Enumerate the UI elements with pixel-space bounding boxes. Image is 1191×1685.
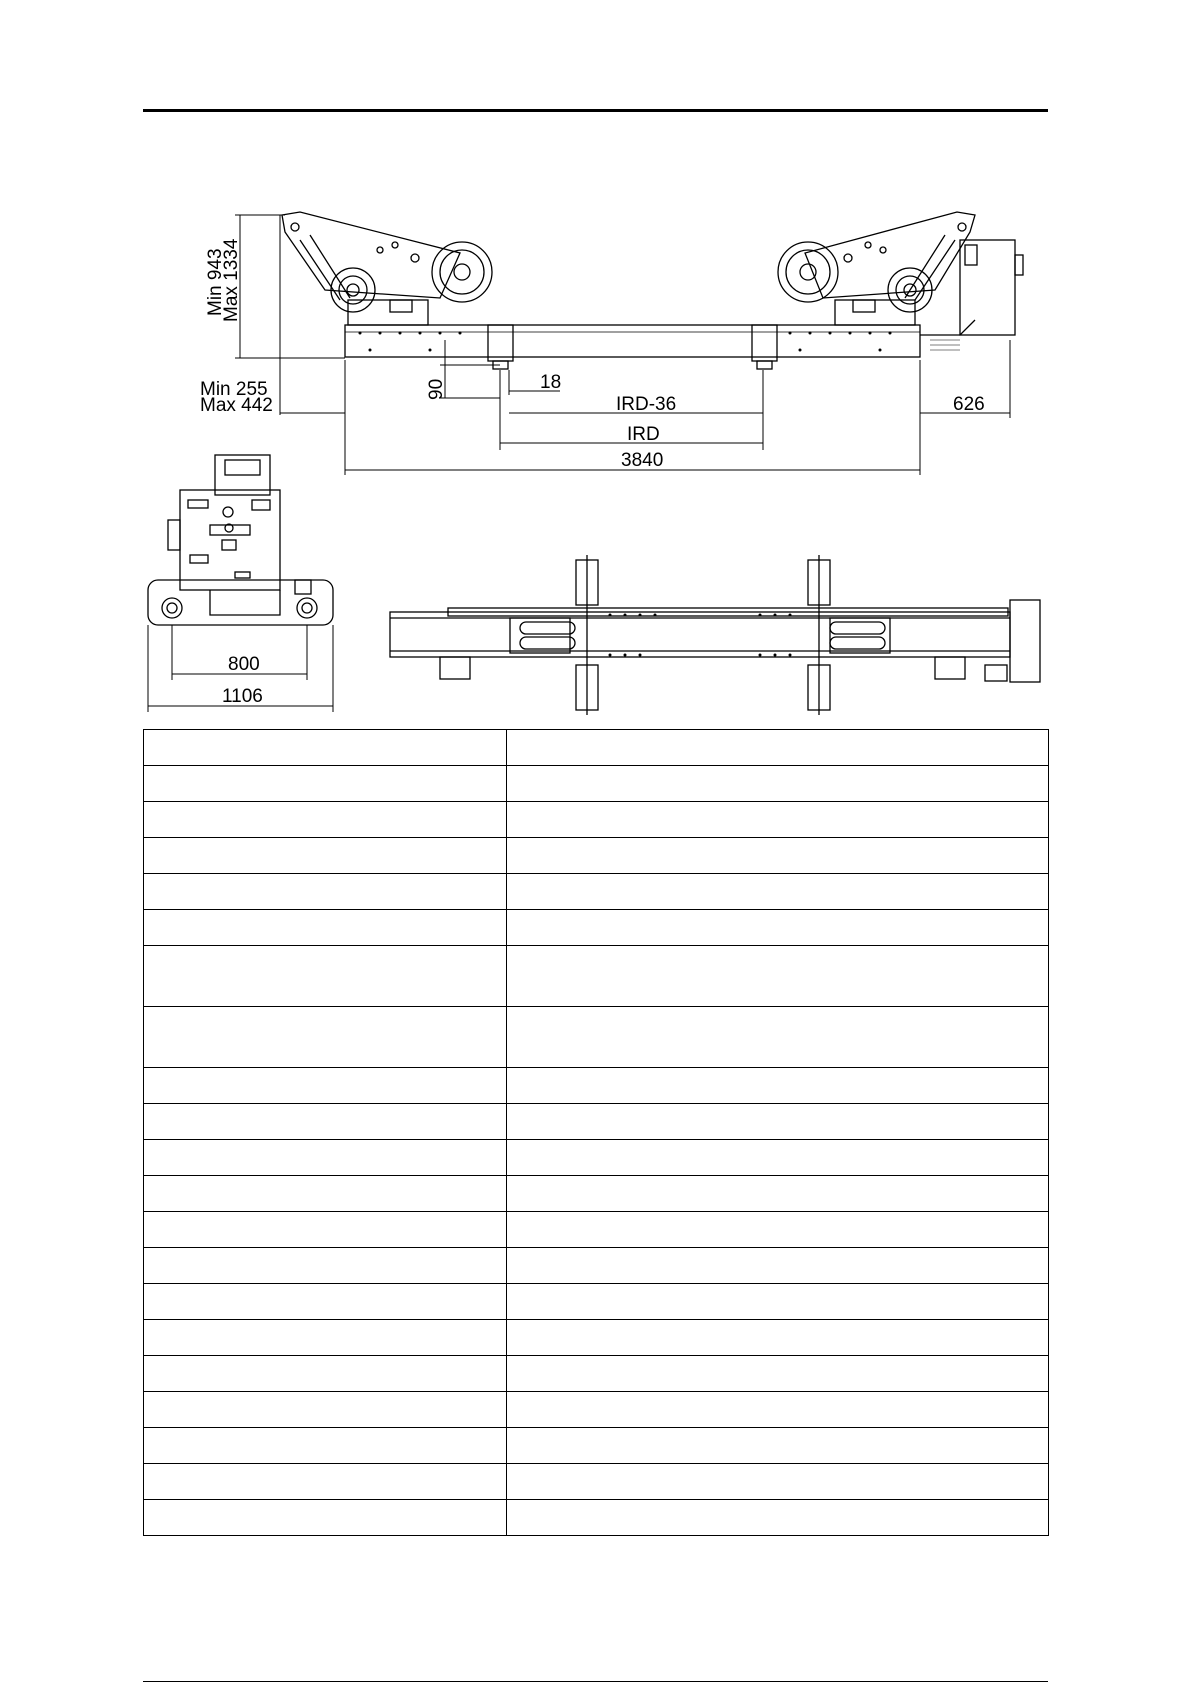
- table-row: [144, 1212, 1049, 1248]
- table-row: [144, 1356, 1049, 1392]
- table-row: [144, 1464, 1049, 1500]
- dim-ground-min: Min 255: [200, 379, 268, 400]
- table-row: [144, 1392, 1049, 1428]
- end-view: [148, 455, 333, 625]
- table-row: [144, 1007, 1049, 1068]
- control-box-top: [1010, 600, 1040, 682]
- table-cell-value: [507, 910, 1049, 946]
- table-cell-value: [507, 1500, 1049, 1536]
- table-cell-value: [507, 730, 1049, 766]
- dim-offset: 18: [540, 372, 562, 393]
- table-row: [144, 910, 1049, 946]
- table-cell-label: [144, 1248, 507, 1284]
- dim-ird: IRD: [627, 424, 660, 445]
- table-cell-label: [144, 1176, 507, 1212]
- dim-control-box: 626: [953, 394, 985, 415]
- spec-table: [143, 729, 1049, 1536]
- dim-overall-width: 1106: [222, 686, 263, 707]
- table-row: [144, 1320, 1049, 1356]
- wheel-bracket-left: [488, 325, 513, 361]
- beam-top: [390, 612, 1010, 657]
- table-cell-value: [507, 1356, 1049, 1392]
- table-row: [144, 1068, 1049, 1104]
- table-cell-value: [507, 766, 1049, 802]
- dim-height-max: Max 1334: [221, 238, 242, 322]
- table-cell-value: [507, 1320, 1049, 1356]
- table-cell-label: [144, 1007, 507, 1068]
- technical-drawing: [0, 0, 1191, 725]
- table-cell-value: [507, 1392, 1049, 1428]
- table-cell-label: [144, 1500, 507, 1536]
- table-cell-label: [144, 766, 507, 802]
- dim-ground-max: Max 442: [200, 395, 273, 416]
- table-cell-label: [144, 1284, 507, 1320]
- table-cell-value: [507, 1176, 1049, 1212]
- dim-wheel-drop: 90: [426, 378, 447, 400]
- table-cell-label: [144, 910, 507, 946]
- table-row: [144, 838, 1049, 874]
- table-row: [144, 1428, 1049, 1464]
- dim-height-min: Min 943: [205, 248, 226, 316]
- table-cell-value: [507, 1104, 1049, 1140]
- table-cell-label: [144, 1104, 507, 1140]
- table-cell-value: [507, 838, 1049, 874]
- table-cell-label: [144, 1320, 507, 1356]
- table-cell-label: [144, 1068, 507, 1104]
- side-view: [282, 212, 1023, 369]
- table-row: [144, 1248, 1049, 1284]
- table-row: [144, 802, 1049, 838]
- dim-ird-minus: IRD-36: [616, 394, 677, 415]
- table-cell-label: [144, 1212, 507, 1248]
- table-cell-value: [507, 1140, 1049, 1176]
- roller-unit-left: [282, 212, 492, 325]
- table-row: [144, 1500, 1049, 1536]
- table-cell-value: [507, 946, 1049, 1007]
- table-cell-value: [507, 802, 1049, 838]
- table-cell-value: [507, 1428, 1049, 1464]
- table-cell-value: [507, 1007, 1049, 1068]
- table-row: [144, 1176, 1049, 1212]
- wheel-bracket-right: [752, 325, 777, 361]
- table-cell-value: [507, 874, 1049, 910]
- dim-wheel-track: 800: [228, 654, 260, 675]
- table-cell-value: [507, 1248, 1049, 1284]
- footer-rule: [143, 1681, 1048, 1682]
- table-cell-label: [144, 1356, 507, 1392]
- table-row: [144, 1104, 1049, 1140]
- table-cell-label: [144, 838, 507, 874]
- table-row: [144, 874, 1049, 910]
- table-cell-value: [507, 1464, 1049, 1500]
- table-cell-value: [507, 1284, 1049, 1320]
- table-cell-label: [144, 1464, 507, 1500]
- table-cell-label: [144, 730, 507, 766]
- top-view: [390, 555, 1040, 715]
- beam-side: [345, 325, 920, 357]
- table-cell-label: [144, 1392, 507, 1428]
- table-cell-value: [507, 1068, 1049, 1104]
- table-cell-label: [144, 802, 507, 838]
- table-cell-label: [144, 1140, 507, 1176]
- table-cell-label: [144, 946, 507, 1007]
- table-cell-label: [144, 1428, 507, 1464]
- roller-unit-right: [778, 212, 1023, 350]
- control-box-side: [960, 240, 1015, 335]
- table-cell-value: [507, 1212, 1049, 1248]
- table-row: [144, 766, 1049, 802]
- table-row: [144, 1140, 1049, 1176]
- table-row: [144, 1284, 1049, 1320]
- dim-overall-length: 3840: [621, 450, 664, 471]
- side-dimension-lines: [235, 215, 1010, 475]
- table-row: [144, 946, 1049, 1007]
- table-row: [144, 730, 1049, 766]
- table-cell-label: [144, 874, 507, 910]
